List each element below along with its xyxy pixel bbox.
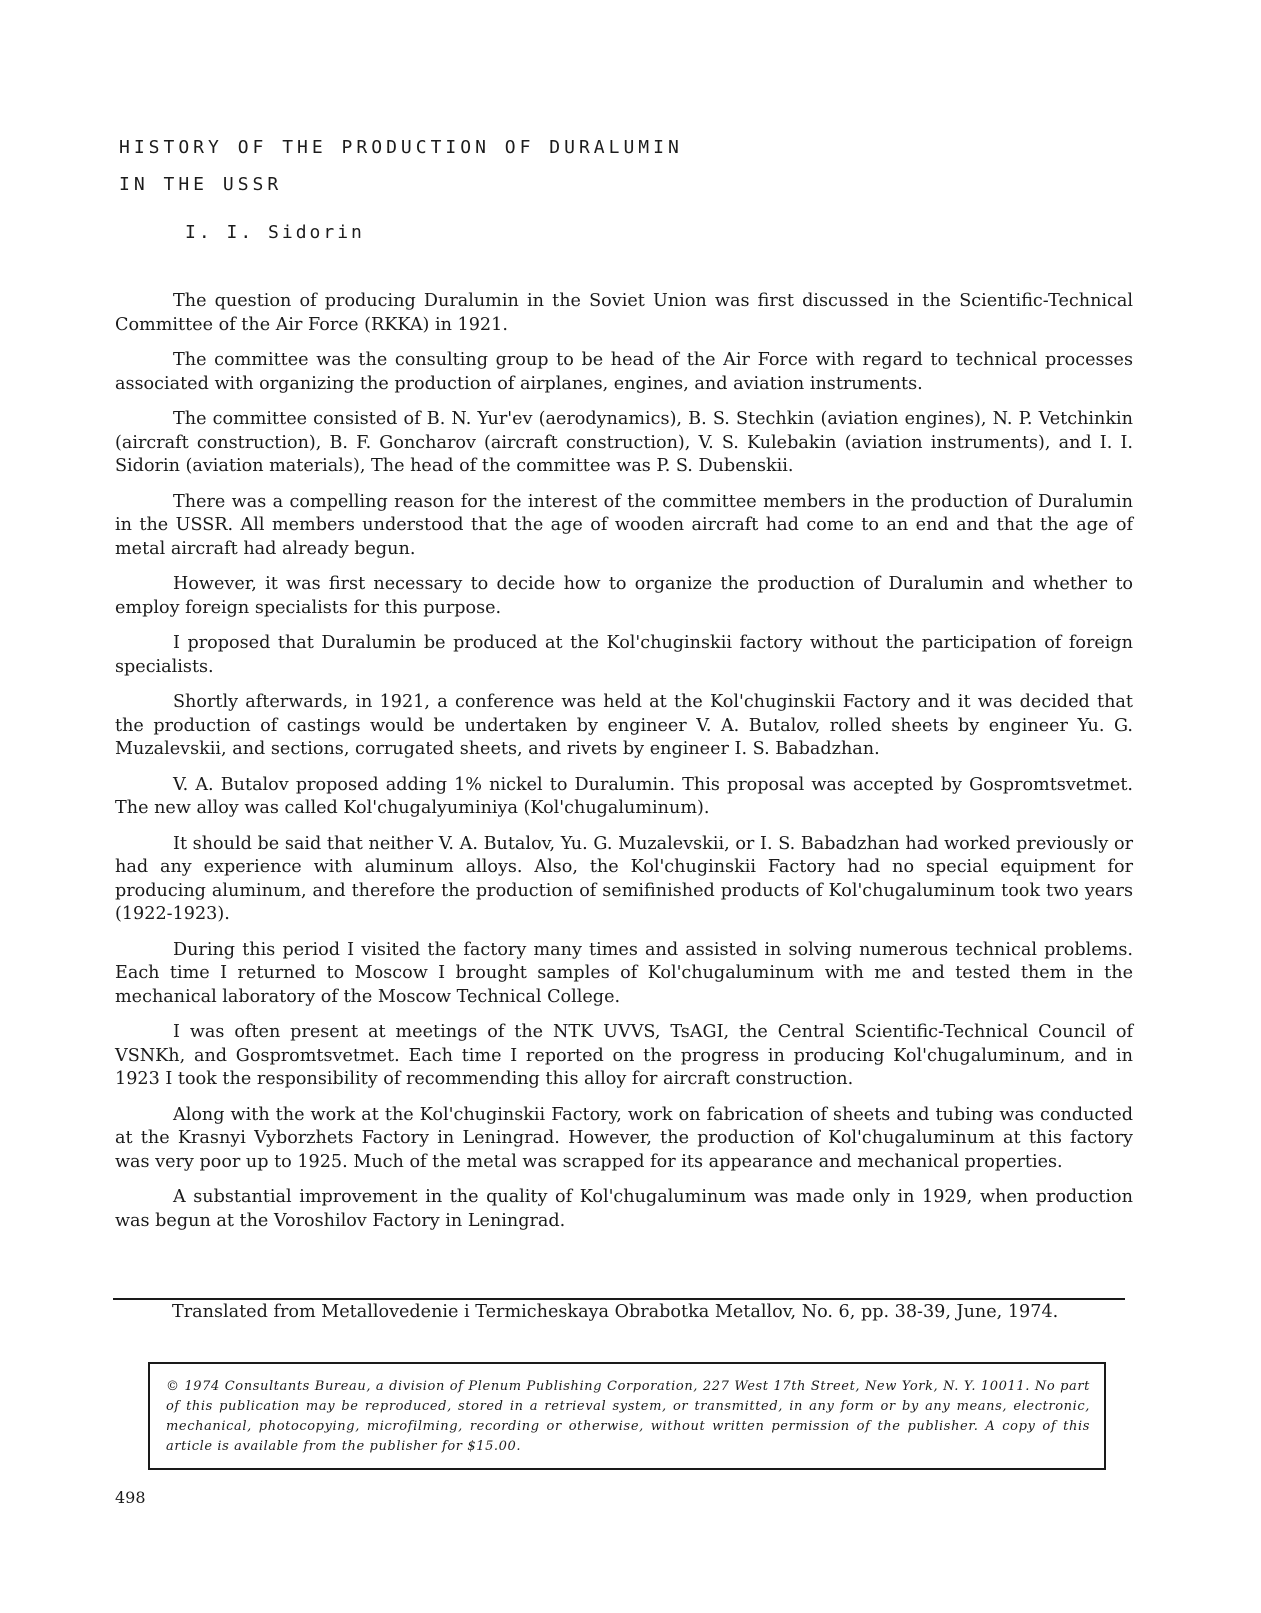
article-title-line-1: HISTORY OF THE PRODUCTION OF DURALUMIN bbox=[119, 137, 683, 158]
paragraph: I was often present at meetings of the NTK UVVS, TsAGI, the Central Scientific-Technical Council of VSNKh, and Gospromtsvetmet. Each time I reported on the progress in producing Kol'chugaluminum, and in 1923 I took the responsibility of recommending this alloy for aircraft construction. bbox=[115, 1022, 1133, 1089]
paragraph: The committee consisted of B. N. Yur'ev (aerodynamics), B. S. Stechkin (aviation engines), N. P. Vetchinkin (aircraft construction), B. F. Goncharov (aircraft construction), V. S. Kulebakin (aviation instruments), and I. I. Sidorin (aviation materials), The head of the committee was P. S. Dubenskii. bbox=[115, 409, 1133, 476]
paragraph: Shortly afterwards, in 1921, a conference was held at the Kol'chuginskii Factory and it was decided that the production of castings would be undertaken by engineer V. A. Butalov, rolled sheets by engineer Yu. G. Muzalevskii, and sections, corrugated sheets, and rivets by engineer I. S. Babadzhan. bbox=[115, 692, 1133, 759]
paragraph: It should be said that neither V. A. Butalov, Yu. G. Muzalevskii, or I. S. Babadzhan had worked previously or had any experience with aluminum alloys. Also, the Kol'chuginskii Factory had no special equipment for producing aluminum, and therefore the production of semifinished products of Kol'chugaluminum took two years (1922-1923). bbox=[115, 833, 1133, 924]
paragraph: There was a compelling reason for the interest of the committee members in the production of Duralumin in the USSR. All members understood that the age of wooden aircraft had come to an end and that the age of metal aircraft had already begun. bbox=[115, 491, 1133, 559]
copyright-box bbox=[148, 1362, 1106, 1470]
paragraph: The committee was the consulting group to be head of the Air Force with regard to technical processes associated with organizing the production of airplanes, engines, and aviation instruments. bbox=[115, 350, 1133, 394]
paragraph: During this period I visited the factory many times and assisted in solving numerous technical problems. Each time I returned to Moscow I brought samples of Kol'chugaluminum with me and tested them in the mechanical laboratory of the Moscow Technical College. bbox=[115, 939, 1133, 1007]
paragraph: The question of producing Duralumin in the Soviet Union was first discussed in the Scientific-Technical Committee of the Air Force (RKKA) in 1921. bbox=[115, 291, 1133, 335]
article-body bbox=[115, 290, 1133, 1245]
article-title-line-2: IN THE USSR bbox=[119, 174, 283, 195]
footnote-divider bbox=[113, 1298, 1125, 1300]
article-author: I. I. Sidorin bbox=[185, 222, 365, 243]
paragraph: A substantial improvement in the quality of Kol'chugaluminum was made only in 1929, when production was begun at the Voroshilov Factory in Leningrad. bbox=[115, 1187, 1133, 1231]
paragraph: Along with the work at the Kol'chuginskii Factory, work on fabrication of sheets and tubing was conducted at the Krasnyi Vyborzhets Factory in Leningrad. However, the production of Kol'chugaluminum at this factory was very poor up to 1925. Much of the metal was scrapped for its appearance and mechanical properties. bbox=[115, 1104, 1133, 1172]
paragraph: I proposed that Duralumin be produced at the Kol'chuginskii factory without the participation of foreign specialists. bbox=[115, 633, 1133, 677]
page-number: 498 bbox=[115, 1488, 146, 1507]
translation-source-note: Translated from Metallovedenie i Termicheskaya Obrabotka Metallov, No. 6, pp. 38-39, June, 1974. bbox=[172, 1302, 1059, 1322]
copyright-notice: © 1974 Consultants Bureau, a division of Plenum Publishing Corporation, 227 West 17th Street, New York, N. Y. 10011. No part of this publication may be reproduced, stored in a retrieval system, or transmitted, in any form or by any means, electronic, mechanical, photocopying, microfilming, recording or otherwise, without written permission of the publisher. A copy of this article is available from the publisher for $15.00. bbox=[166, 1379, 1090, 1454]
paragraph: However, it was first necessary to decide how to organize the production of Duralumin and whether to employ foreign specialists for this purpose. bbox=[115, 574, 1133, 618]
paragraph: V. A. Butalov proposed adding 1% nickel to Duralumin. This proposal was accepted by Gospromtsvetmet. The new alloy was called Kol'chugalyuminiya (Kol'chugaluminum). bbox=[115, 774, 1133, 818]
